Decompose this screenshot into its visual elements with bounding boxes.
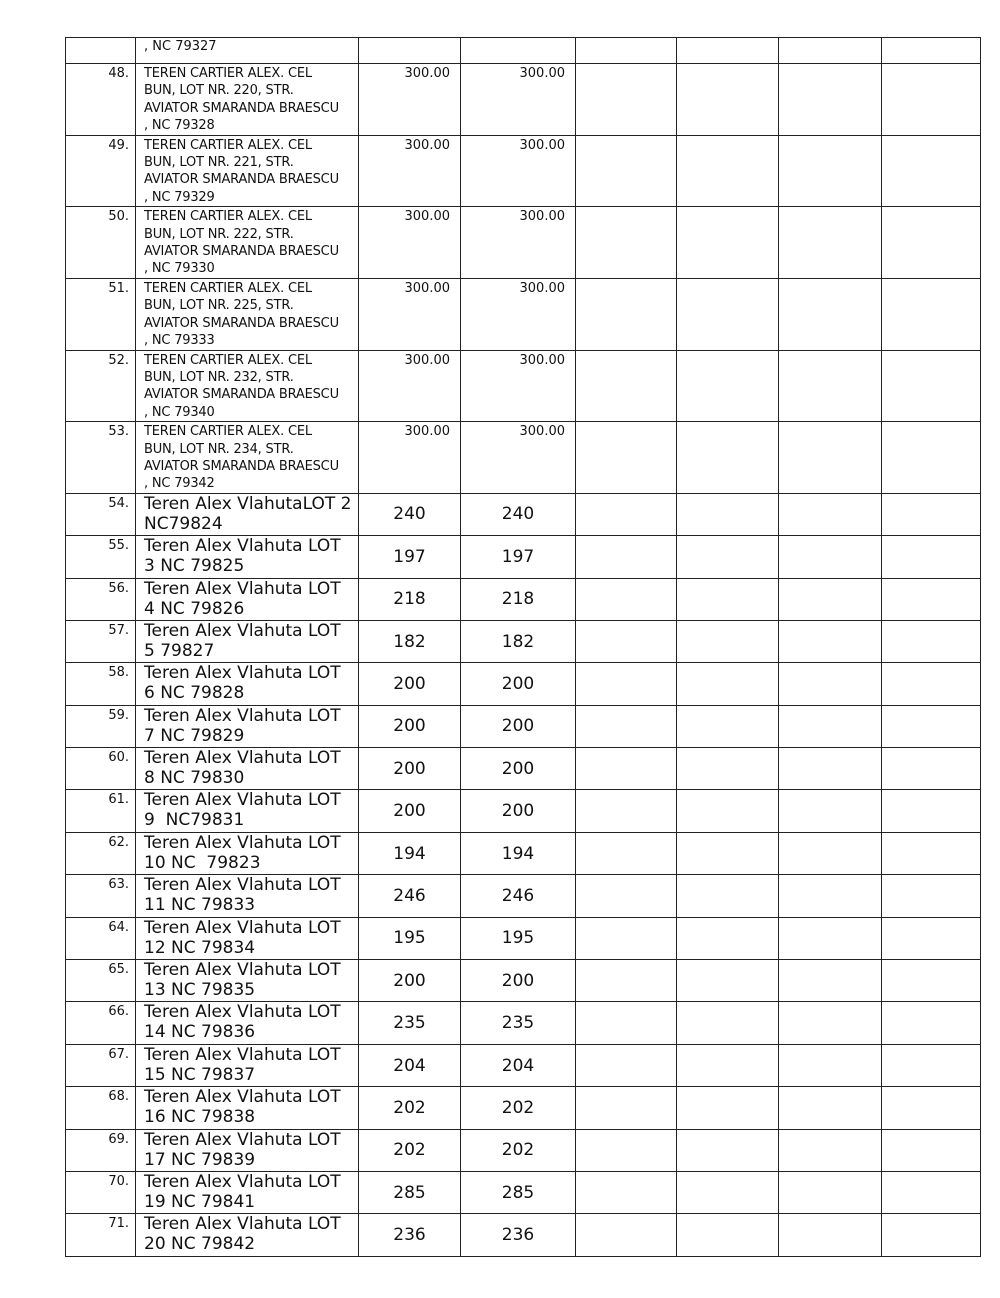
value-cell-1: 246 bbox=[359, 875, 461, 917]
row-number-cell: 68. bbox=[66, 1087, 136, 1129]
description-line: Teren Alex Vlahuta LOT bbox=[144, 748, 341, 769]
value-cell-2: 300.00 bbox=[461, 422, 576, 494]
empty-cell bbox=[677, 1214, 779, 1256]
empty-cell bbox=[677, 578, 779, 620]
row-number-cell: 54. bbox=[66, 493, 136, 535]
empty-cell bbox=[576, 1172, 677, 1214]
description-line: Teren Alex Vlahuta LOT bbox=[144, 1172, 341, 1192]
empty-cell bbox=[882, 278, 981, 350]
empty-cell bbox=[677, 663, 779, 705]
description-cell bbox=[136, 790, 359, 832]
row-number-cell: 67. bbox=[66, 1044, 136, 1086]
value-cell-1: 300.00 bbox=[359, 64, 461, 136]
value-cell-1: 200 bbox=[359, 663, 461, 705]
empty-cell bbox=[882, 422, 981, 494]
description-line: 12 NC 79834 bbox=[144, 937, 256, 958]
table-row bbox=[66, 917, 981, 959]
row-number-cell: 51. bbox=[66, 278, 136, 350]
value-cell-1: 300.00 bbox=[359, 135, 461, 207]
description-line: , NC 79328 bbox=[144, 118, 215, 134]
description-line: Teren Alex Vlahuta LOT bbox=[144, 1044, 341, 1065]
description-cell bbox=[136, 536, 359, 578]
empty-cell bbox=[779, 1044, 882, 1086]
description-cell: , NC 79327 bbox=[136, 38, 359, 64]
row-number-cell: 65. bbox=[66, 960, 136, 1002]
row-number-cell: 48. bbox=[66, 64, 136, 136]
empty-cell bbox=[576, 748, 677, 790]
description-line: , NC 79329 bbox=[144, 189, 215, 205]
description-cell bbox=[136, 135, 359, 207]
table-row bbox=[66, 1044, 981, 1086]
description-line: TEREN CARTIER ALEX. CEL bbox=[144, 66, 312, 81]
empty-cell bbox=[576, 207, 677, 279]
value-cell-1: 197 bbox=[359, 536, 461, 578]
empty-cell bbox=[576, 578, 677, 620]
empty-cell bbox=[576, 493, 677, 535]
value-cell-1: 194 bbox=[359, 832, 461, 874]
empty-cell bbox=[779, 1172, 882, 1214]
table-row bbox=[66, 748, 981, 790]
description-line: Teren Alex Vlahuta LOT bbox=[144, 536, 341, 557]
description-line: Teren Alex Vlahuta LOT bbox=[144, 917, 341, 938]
description-line: 4 NC 79826 bbox=[144, 598, 245, 619]
table-row bbox=[66, 38, 981, 64]
empty-cell bbox=[882, 917, 981, 959]
description-line: BUN, LOT NR. 222, STR. bbox=[144, 226, 294, 242]
table-row bbox=[66, 350, 981, 422]
description-line: TEREN CARTIER ALEX. CEL bbox=[144, 280, 312, 296]
value-cell-1: 300.00 bbox=[359, 278, 461, 350]
row-number-cell: 66. bbox=[66, 1002, 136, 1044]
empty-cell bbox=[677, 38, 779, 64]
row-number-cell: 69. bbox=[66, 1129, 136, 1171]
empty-cell bbox=[677, 135, 779, 207]
empty-cell bbox=[576, 1087, 677, 1129]
description-line: Teren Alex VlahutaLOT 2 bbox=[144, 493, 352, 514]
description-cell bbox=[136, 1172, 359, 1214]
empty-cell bbox=[882, 705, 981, 747]
table-row bbox=[66, 663, 981, 705]
empty-cell bbox=[779, 790, 882, 832]
value-cell-1: 285 bbox=[359, 1172, 461, 1214]
description-cell bbox=[136, 620, 359, 662]
description-line: AVIATOR SMARANDA BRAESCU bbox=[144, 387, 339, 403]
empty-cell bbox=[677, 207, 779, 279]
empty-cell bbox=[779, 536, 882, 578]
empty-cell bbox=[779, 493, 882, 535]
table-row bbox=[66, 1129, 981, 1171]
description-line: , NC 79340 bbox=[144, 404, 215, 420]
description-cell bbox=[136, 832, 359, 874]
description-line: AVIATOR SMARANDA BRAESCU bbox=[144, 458, 339, 474]
description-line: AVIATOR SMARANDA BRAESCU bbox=[144, 244, 339, 260]
value-cell-1: 204 bbox=[359, 1044, 461, 1086]
description-line: AVIATOR SMARANDA BRAESCU bbox=[144, 315, 339, 331]
empty-cell bbox=[779, 578, 882, 620]
empty-cell bbox=[576, 1002, 677, 1044]
description-cell bbox=[136, 663, 359, 705]
description-cell bbox=[136, 960, 359, 1002]
empty-cell bbox=[882, 578, 981, 620]
description-line: Teren Alex Vlahuta LOT bbox=[144, 960, 341, 981]
row-number-cell: 61. bbox=[66, 790, 136, 832]
empty-cell bbox=[882, 207, 981, 279]
value-cell-1: 200 bbox=[359, 705, 461, 747]
empty-cell bbox=[576, 663, 677, 705]
value-cell-2: 200 bbox=[461, 705, 576, 747]
description-cell bbox=[136, 875, 359, 917]
value-cell-1: 182 bbox=[359, 620, 461, 662]
table-row bbox=[66, 207, 981, 279]
table-row bbox=[66, 1087, 981, 1129]
value-cell-2: 236 bbox=[461, 1214, 576, 1256]
description-line: 19 NC 79841 bbox=[144, 1192, 256, 1212]
empty-cell bbox=[882, 620, 981, 662]
empty-cell bbox=[882, 960, 981, 1002]
empty-cell bbox=[882, 1044, 981, 1086]
empty-cell bbox=[677, 960, 779, 1002]
description-line: BUN, LOT NR. 221, STR. bbox=[144, 155, 294, 171]
empty-cell bbox=[576, 875, 677, 917]
description-line: 13 NC 79835 bbox=[144, 980, 256, 1001]
empty-cell bbox=[882, 875, 981, 917]
table-row bbox=[66, 1214, 981, 1256]
description-line: TEREN CARTIER ALEX. CEL bbox=[144, 352, 312, 368]
empty-cell bbox=[677, 493, 779, 535]
empty-cell bbox=[779, 620, 882, 662]
table-row bbox=[66, 493, 981, 535]
value-cell-1: 218 bbox=[359, 578, 461, 620]
empty-cell bbox=[576, 350, 677, 422]
description-line: BUN, LOT NR. 220, STR. bbox=[144, 83, 294, 99]
description-line: NC79824 bbox=[144, 513, 223, 534]
description-cell bbox=[136, 1087, 359, 1129]
empty-cell bbox=[882, 1002, 981, 1044]
table-row bbox=[66, 278, 981, 350]
empty-cell bbox=[576, 536, 677, 578]
description-cell bbox=[136, 578, 359, 620]
value-cell-1: 300.00 bbox=[359, 422, 461, 494]
description-line: Teren Alex Vlahuta LOT bbox=[144, 832, 341, 853]
value-cell-2: 197 bbox=[461, 536, 576, 578]
empty-cell bbox=[779, 705, 882, 747]
row-number-cell: 55. bbox=[66, 536, 136, 578]
empty-cell bbox=[882, 38, 981, 64]
value-cell-1: 236 bbox=[359, 1214, 461, 1256]
description-cell bbox=[136, 350, 359, 422]
value-cell-1: 200 bbox=[359, 748, 461, 790]
row-number-cell: 70. bbox=[66, 1172, 136, 1214]
description-cell bbox=[136, 64, 359, 136]
row-number-cell bbox=[66, 38, 136, 64]
value-cell-1: 200 bbox=[359, 960, 461, 1002]
value-cell-2: 300.00 bbox=[461, 64, 576, 136]
description-cell bbox=[136, 1129, 359, 1171]
empty-cell bbox=[677, 278, 779, 350]
inventory-table bbox=[65, 37, 981, 1257]
value-cell-2: 300.00 bbox=[461, 135, 576, 207]
row-number-cell: 63. bbox=[66, 875, 136, 917]
empty-cell bbox=[677, 1172, 779, 1214]
description-line: 14 NC 79836 bbox=[144, 1022, 256, 1043]
table-row bbox=[66, 422, 981, 494]
empty-cell bbox=[677, 350, 779, 422]
empty-cell bbox=[576, 960, 677, 1002]
row-number-cell: 56. bbox=[66, 578, 136, 620]
value-cell-1: 200 bbox=[359, 790, 461, 832]
empty-cell bbox=[882, 832, 981, 874]
row-number-cell: 50. bbox=[66, 207, 136, 279]
description-line: 5 79827 bbox=[144, 640, 215, 661]
value-cell-2: 300.00 bbox=[461, 350, 576, 422]
description-line: BUN, LOT NR. 234, STR. bbox=[144, 441, 294, 457]
value-cell-2: 194 bbox=[461, 832, 576, 874]
description-line: Teren Alex Vlahuta LOT bbox=[144, 790, 341, 811]
description-line: 6 NC 79828 bbox=[144, 683, 245, 704]
description-line: 20 NC 79842 bbox=[144, 1234, 256, 1255]
empty-cell bbox=[882, 64, 981, 136]
description-line: , NC 79342 bbox=[144, 476, 215, 492]
value-cell-2: 246 bbox=[461, 875, 576, 917]
row-number-cell: 52. bbox=[66, 350, 136, 422]
description-line: , NC 79333 bbox=[144, 333, 215, 349]
table-row bbox=[66, 705, 981, 747]
description-cell bbox=[136, 1044, 359, 1086]
empty-cell bbox=[779, 422, 882, 494]
empty-cell bbox=[576, 1214, 677, 1256]
table-row bbox=[66, 64, 981, 136]
empty-cell bbox=[576, 790, 677, 832]
empty-cell bbox=[576, 64, 677, 136]
description-line: Teren Alex Vlahuta LOT bbox=[144, 1129, 341, 1150]
empty-cell bbox=[677, 1087, 779, 1129]
empty-cell bbox=[576, 705, 677, 747]
empty-cell bbox=[677, 1044, 779, 1086]
empty-cell bbox=[677, 832, 779, 874]
description-line: TEREN CARTIER ALEX. CEL bbox=[144, 137, 312, 153]
value-cell-2: 200 bbox=[461, 790, 576, 832]
empty-cell bbox=[779, 748, 882, 790]
row-number-cell: 62. bbox=[66, 832, 136, 874]
empty-cell bbox=[576, 832, 677, 874]
empty-cell bbox=[677, 64, 779, 136]
empty-cell bbox=[882, 536, 981, 578]
description-line: AVIATOR SMARANDA BRAESCU bbox=[144, 100, 339, 116]
empty-cell bbox=[882, 1087, 981, 1129]
table-row bbox=[66, 790, 981, 832]
empty-cell bbox=[576, 38, 677, 64]
row-number-cell: 59. bbox=[66, 705, 136, 747]
empty-cell bbox=[882, 135, 981, 207]
empty-cell bbox=[779, 64, 882, 136]
row-number-cell: 71. bbox=[66, 1214, 136, 1256]
description-line: 3 NC 79825 bbox=[144, 556, 245, 577]
empty-cell bbox=[779, 38, 882, 64]
value-cell-1: 195 bbox=[359, 917, 461, 959]
empty-cell bbox=[576, 135, 677, 207]
table-row bbox=[66, 1172, 981, 1214]
description-line: Teren Alex Vlahuta LOT bbox=[144, 1002, 341, 1023]
description-line: 9 NC79831 bbox=[144, 810, 245, 831]
description-cell bbox=[136, 705, 359, 747]
table-row bbox=[66, 536, 981, 578]
value-cell-2: 300.00 bbox=[461, 207, 576, 279]
empty-cell bbox=[882, 350, 981, 422]
description-cell bbox=[136, 748, 359, 790]
value-cell-2: 218 bbox=[461, 578, 576, 620]
description-line: 10 NC 79823 bbox=[144, 852, 261, 873]
empty-cell bbox=[576, 1044, 677, 1086]
value-cell-1: 235 bbox=[359, 1002, 461, 1044]
description-line: 17 NC 79839 bbox=[144, 1149, 256, 1170]
row-number-cell: 64. bbox=[66, 917, 136, 959]
empty-cell bbox=[576, 917, 677, 959]
table-row bbox=[66, 832, 981, 874]
description-line: 15 NC 79837 bbox=[144, 1064, 256, 1085]
empty-cell bbox=[677, 1002, 779, 1044]
description-line: BUN, LOT NR. 225, STR. bbox=[144, 298, 294, 314]
row-number-cell: 57. bbox=[66, 620, 136, 662]
value-cell-2: 240 bbox=[461, 493, 576, 535]
value-cell-2: 195 bbox=[461, 917, 576, 959]
value-cell-1: 202 bbox=[359, 1087, 461, 1129]
value-cell-2: 202 bbox=[461, 1129, 576, 1171]
empty-cell bbox=[677, 917, 779, 959]
description-cell bbox=[136, 278, 359, 350]
value-cell-2: 204 bbox=[461, 1044, 576, 1086]
empty-cell bbox=[779, 1087, 882, 1129]
description-line: 7 NC 79829 bbox=[144, 725, 245, 746]
description-line: 8 NC 79830 bbox=[144, 768, 245, 789]
description-line: TEREN CARTIER ALEX. CEL bbox=[144, 424, 312, 440]
table-row bbox=[66, 578, 981, 620]
empty-cell bbox=[677, 748, 779, 790]
empty-cell bbox=[779, 1129, 882, 1171]
empty-cell bbox=[576, 422, 677, 494]
empty-cell bbox=[677, 536, 779, 578]
description-line: Teren Alex Vlahuta LOT bbox=[144, 663, 341, 684]
empty-cell bbox=[779, 350, 882, 422]
description-line: Teren Alex Vlahuta LOT bbox=[144, 578, 341, 599]
empty-cell bbox=[359, 38, 461, 64]
value-cell-2: 300.00 bbox=[461, 278, 576, 350]
description-cell bbox=[136, 493, 359, 535]
description-line: Teren Alex Vlahuta LOT bbox=[144, 1087, 341, 1108]
empty-cell bbox=[576, 278, 677, 350]
empty-cell bbox=[461, 38, 576, 64]
value-cell-1: 300.00 bbox=[359, 207, 461, 279]
description-cell bbox=[136, 1214, 359, 1256]
empty-cell bbox=[779, 207, 882, 279]
description-cell bbox=[136, 917, 359, 959]
empty-cell bbox=[779, 875, 882, 917]
description-line: TEREN CARTIER ALEX. CEL bbox=[144, 209, 312, 225]
description-line: Teren Alex Vlahuta LOT bbox=[144, 1214, 341, 1235]
value-cell-2: 285 bbox=[461, 1172, 576, 1214]
table-row bbox=[66, 620, 981, 662]
empty-cell bbox=[882, 790, 981, 832]
description-line: Teren Alex Vlahuta LOT bbox=[144, 620, 341, 641]
value-cell-2: 200 bbox=[461, 663, 576, 705]
value-cell-1: 202 bbox=[359, 1129, 461, 1171]
empty-cell bbox=[882, 1129, 981, 1171]
table-row bbox=[66, 1002, 981, 1044]
empty-cell bbox=[677, 1129, 779, 1171]
empty-cell bbox=[779, 135, 882, 207]
value-cell-2: 200 bbox=[461, 960, 576, 1002]
value-cell-2: 202 bbox=[461, 1087, 576, 1129]
empty-cell bbox=[576, 1129, 677, 1171]
empty-cell bbox=[779, 960, 882, 1002]
description-line: BUN, LOT NR. 232, STR. bbox=[144, 369, 294, 385]
empty-cell bbox=[677, 620, 779, 662]
row-number-cell: 53. bbox=[66, 422, 136, 494]
description-line: AVIATOR SMARANDA BRAESCU bbox=[144, 172, 339, 188]
value-cell-1: 300.00 bbox=[359, 350, 461, 422]
row-number-cell: 49. bbox=[66, 135, 136, 207]
table-row bbox=[66, 960, 981, 1002]
empty-cell bbox=[882, 1214, 981, 1256]
empty-cell bbox=[882, 748, 981, 790]
description-line: , NC 79330 bbox=[144, 261, 215, 277]
empty-cell bbox=[779, 278, 882, 350]
table-row bbox=[66, 135, 981, 207]
empty-cell bbox=[677, 790, 779, 832]
empty-cell bbox=[882, 493, 981, 535]
description-cell bbox=[136, 422, 359, 494]
empty-cell bbox=[779, 1002, 882, 1044]
description-line: 16 NC 79838 bbox=[144, 1107, 256, 1128]
empty-cell bbox=[779, 917, 882, 959]
empty-cell bbox=[576, 620, 677, 662]
row-number-cell: 58. bbox=[66, 663, 136, 705]
description-line: Teren Alex Vlahuta LOT bbox=[144, 705, 341, 726]
empty-cell bbox=[882, 1172, 981, 1214]
value-cell-1: 240 bbox=[359, 493, 461, 535]
row-number-cell: 60. bbox=[66, 748, 136, 790]
description-cell bbox=[136, 1002, 359, 1044]
empty-cell bbox=[677, 875, 779, 917]
empty-cell bbox=[677, 422, 779, 494]
description-cell bbox=[136, 207, 359, 279]
empty-cell bbox=[779, 663, 882, 705]
value-cell-2: 182 bbox=[461, 620, 576, 662]
table-row bbox=[66, 875, 981, 917]
description-line: Teren Alex Vlahuta LOT bbox=[144, 875, 341, 896]
empty-cell bbox=[779, 832, 882, 874]
description-line: 11 NC 79833 bbox=[144, 895, 256, 916]
empty-cell bbox=[677, 705, 779, 747]
empty-cell bbox=[882, 663, 981, 705]
empty-cell bbox=[779, 1214, 882, 1256]
value-cell-2: 235 bbox=[461, 1002, 576, 1044]
value-cell-2: 200 bbox=[461, 748, 576, 790]
